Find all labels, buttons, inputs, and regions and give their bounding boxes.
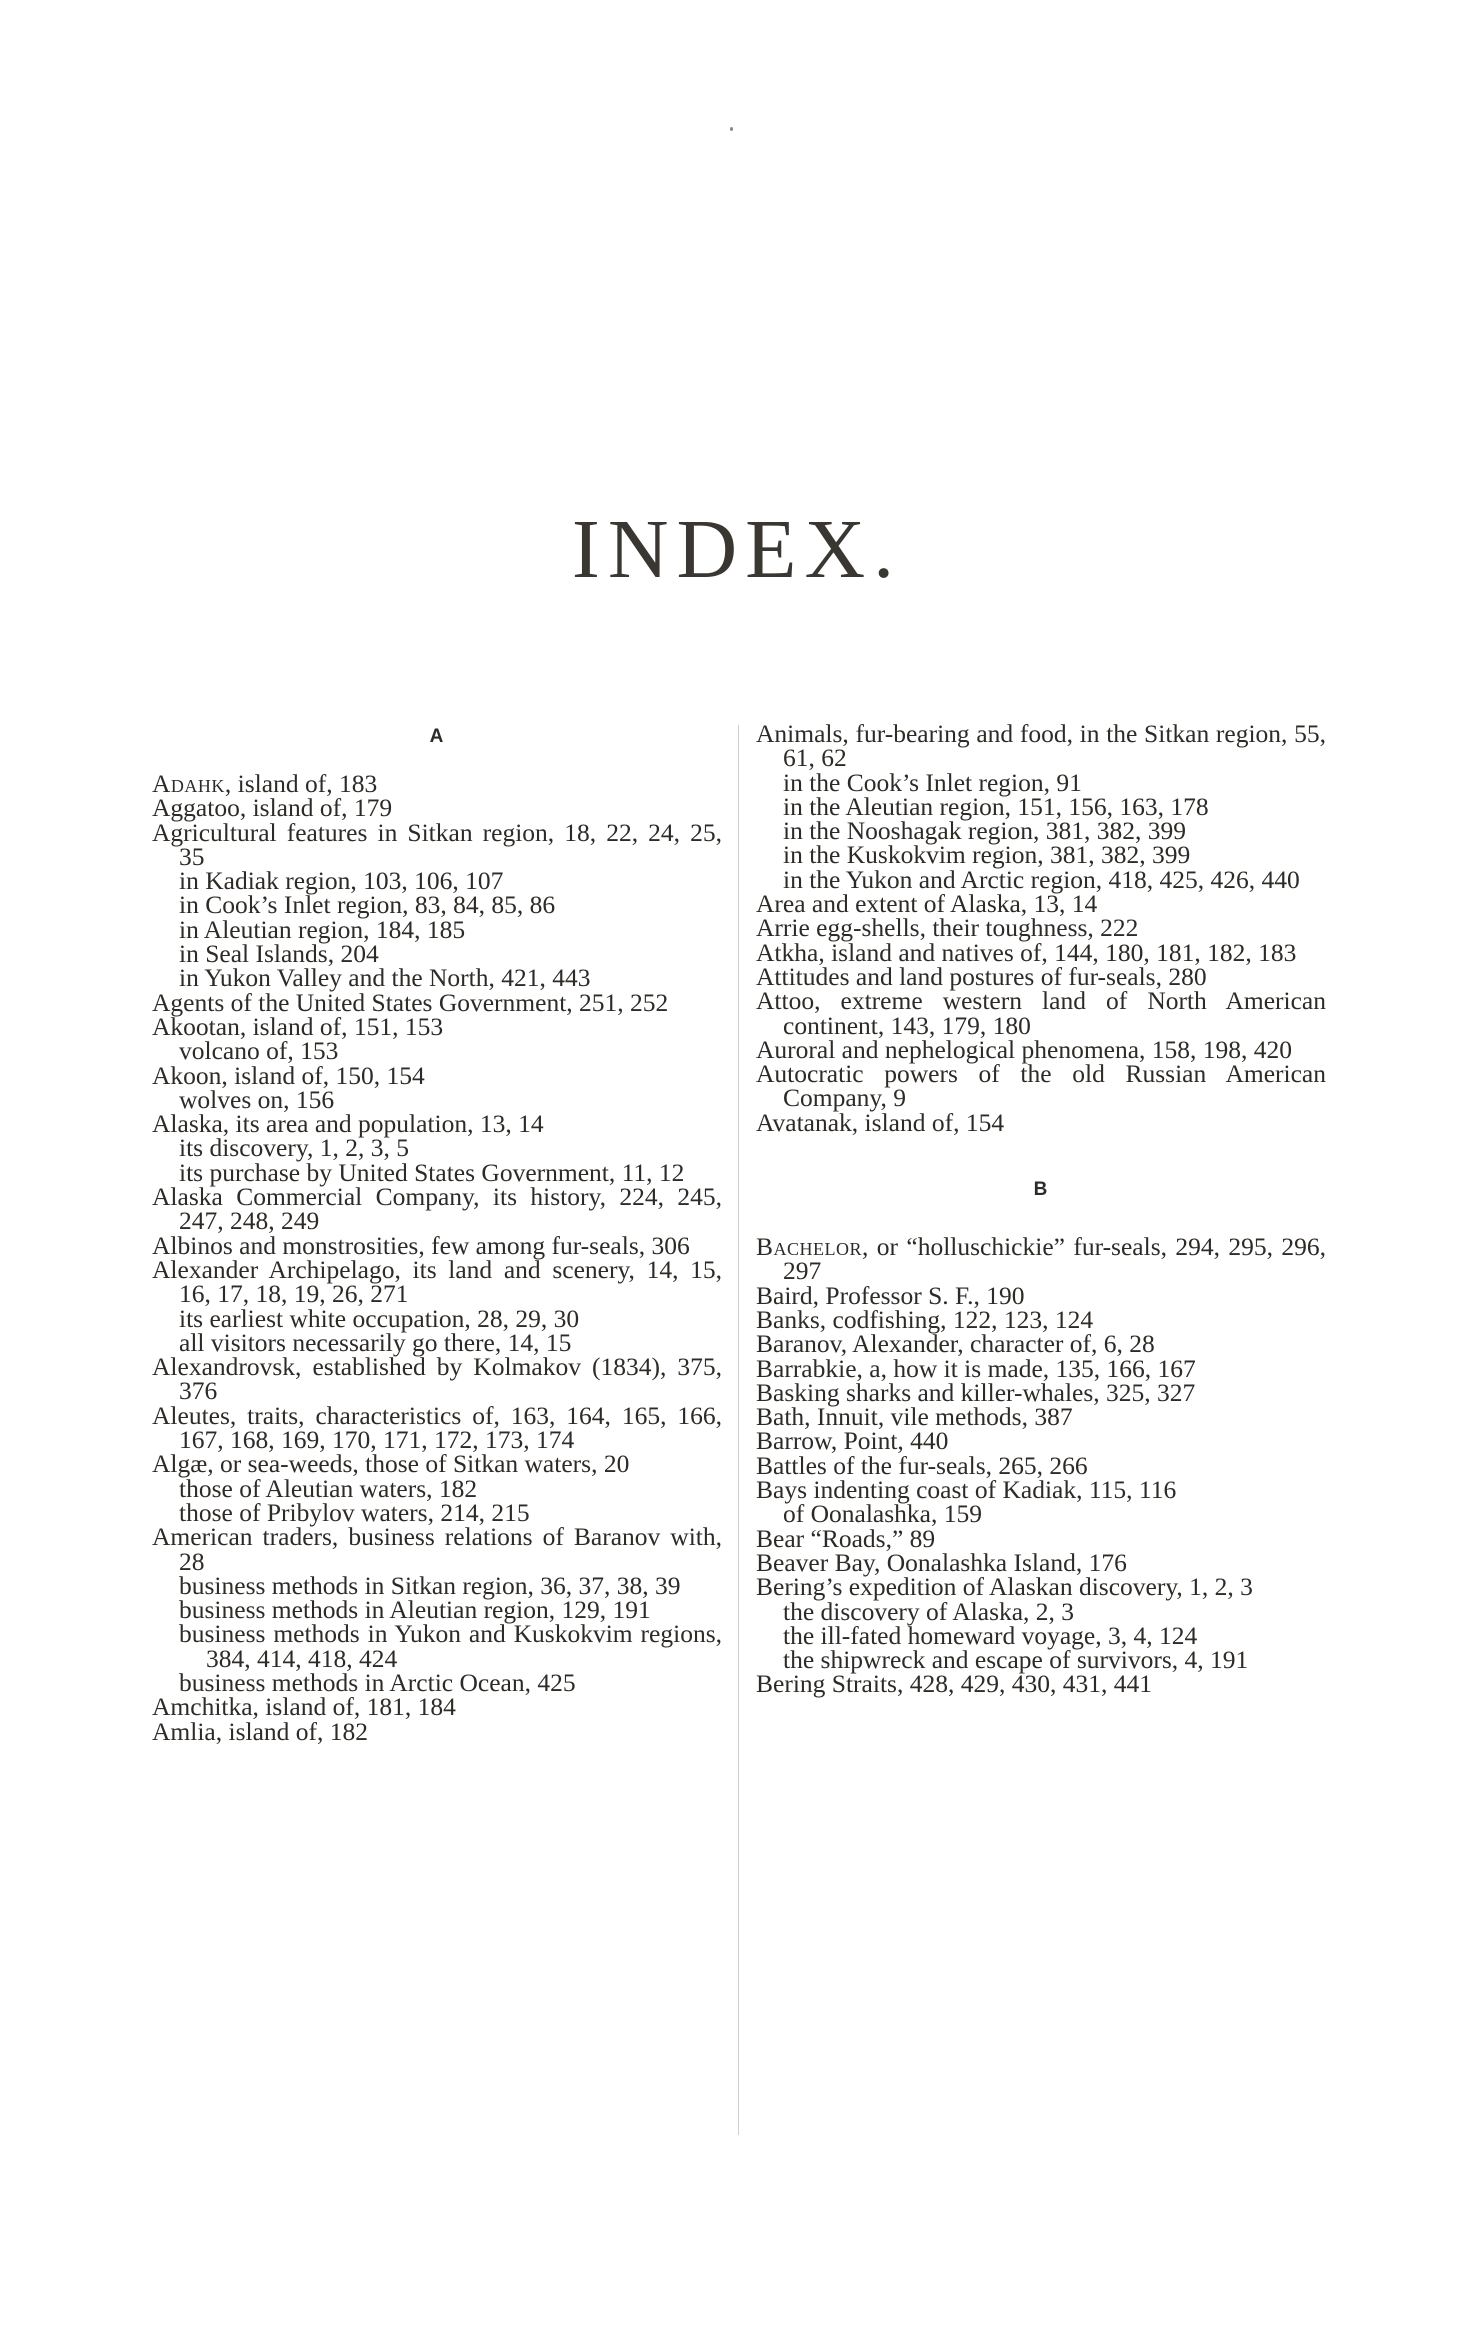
entry-text: Akoon, island of, 150, 154 <box>152 1060 425 1090</box>
entry-text: Amlia, island of, 182 <box>152 1716 369 1746</box>
entry-text: business methods in Aleutian region, 129, 191 <box>179 1595 651 1625</box>
entry-text: Bering Straits, 428, 429, 430, 431, 441 <box>756 1669 1152 1699</box>
entry-text: in the Aleutian region, 151, 156, 163, 178 <box>783 791 1209 821</box>
entry-text: Attoo, extreme western land of North American continent, 143, 179, 180 <box>756 986 1326 1040</box>
entry-text: Banks, codfishing, 122, 123, 124 <box>756 1304 1094 1334</box>
entry-text: American traders, business relations of Baranov with, 28 <box>152 1522 722 1576</box>
entry-text: Baird, Professor S. F., 190 <box>756 1280 1025 1310</box>
entry-text: all visitors necessarily go there, 14, 15 <box>179 1327 572 1357</box>
entry-text: Battles of the fur-seals, 265, 266 <box>756 1450 1088 1480</box>
entry-text: Arrie egg-shells, their toughness, 222 <box>756 913 1139 943</box>
entry-text: in the Kuskokvim region, 381, 382, 399 <box>783 840 1191 870</box>
entry-text: in Aleutian region, 184, 185 <box>179 914 466 944</box>
entry-text: Avatanak, island of, 154 <box>756 1107 1005 1137</box>
entry-text: in the Cook’s Inlet region, 91 <box>783 767 1082 797</box>
index-entry <box>152 817 722 871</box>
index-entry <box>152 1254 722 1309</box>
entry-text: Attitudes and land postures of fur-seals, 280 <box>756 961 1207 991</box>
entry-text: those of Pribylov waters, 214, 215 <box>179 1497 530 1527</box>
index-entry <box>756 1059 1326 1113</box>
index-entry <box>152 1400 722 1455</box>
entry-text: Beaver Bay, Oonalashka Island, 176 <box>756 1547 1127 1577</box>
entry-text: in Kadiak region, 103, 106, 107 <box>179 866 504 896</box>
entry-text: the ill-fated homeward voyage, 3, 4, 124 <box>783 1620 1198 1650</box>
entry-text: volcano of, 153 <box>179 1036 339 1066</box>
entry-list-a <box>152 769 722 1746</box>
entry-text: Alexander Archipelago, its land and scenery, 14, 15, 16, 17, 18, 19, 26, 271 <box>152 1254 722 1309</box>
index-subentry <box>152 1619 722 1673</box>
entry-text: Barrow, Point, 440 <box>756 1426 949 1456</box>
entry-text: Bath, Innuit, vile methods, 387 <box>756 1402 1073 1432</box>
entry-text: its earliest white occupation, 28, 29, 30 <box>179 1303 580 1333</box>
entry-text: Bays indenting coast of Kadiak, 115, 116 <box>756 1475 1177 1505</box>
entry-text: its discovery, 1, 2, 3, 5 <box>179 1133 409 1163</box>
entry-text: wolves on, 156 <box>179 1084 335 1114</box>
ink-speck <box>730 127 733 131</box>
entry-text: in Yukon Valley and the North, 421, 443 <box>179 963 591 993</box>
entry-text: Bear “Roads,” 89 <box>756 1523 936 1553</box>
entry-text: Amchitka, island of, 181, 184 <box>152 1692 456 1722</box>
entry-text: in the Yukon and Arctic region, 418, 425, 426, 440 <box>783 864 1300 894</box>
section-letter-b: B <box>1033 1179 1049 1201</box>
entry-text: Alexandrovsk, established by Kolmakov (1834), 375, 376 <box>152 1352 722 1406</box>
entry-text: of Oonalashka, 159 <box>783 1499 982 1529</box>
index-entry <box>152 1352 722 1406</box>
entry-text: its purchase by United States Government, 11, 12 <box>179 1157 685 1187</box>
index-entry <box>756 719 1326 773</box>
page-title: INDEX. <box>571 503 903 596</box>
entry-text: business methods in Yukon and Kuskokvim regions, 384, 414, 418, 424 <box>179 1619 722 1673</box>
entry-text: the discovery of Alaska, 2, 3 <box>783 1596 1075 1626</box>
column-divider <box>738 725 739 2135</box>
entry-text: Atkha, island and natives of, 144, 180, 181, 182, 183 <box>756 937 1297 967</box>
entry-text: business methods in Sitkan region, 36, 37, 38, 39 <box>179 1570 681 1600</box>
entry-text: the shipwreck and escape of survivors, 4, 191 <box>783 1645 1249 1675</box>
right-column <box>756 719 1326 1699</box>
entry-text: Auroral and nephelogical phenomena, 158, 198, 420 <box>756 1034 1293 1064</box>
index-entry <box>756 1232 1326 1286</box>
entry-text: , island of, 183 <box>224 769 378 798</box>
entry-text: Aggatoo, island of, 179 <box>152 793 393 823</box>
entry-text: Barrabkie, a, how it is made, 135, 166, 167 <box>756 1353 1196 1383</box>
entry-text: Autocratic powers of the old Russian American Company, 9 <box>756 1059 1326 1113</box>
index-entry <box>756 1107 1326 1137</box>
section-letter-a: A <box>429 726 445 747</box>
entry-lead-word: Adahk <box>152 769 225 798</box>
entry-text: in the Nooshagak region, 381, 382, 399 <box>783 816 1186 846</box>
entry-text: Area and extent of Alaska, 13, 14 <box>756 889 1098 919</box>
entry-list-a-continued <box>756 719 1326 1137</box>
entry-text: Baranov, Alexander, character of, 6, 28 <box>756 1329 1155 1359</box>
entry-list-b <box>756 1232 1326 1699</box>
entry-text: in Seal Islands, 204 <box>179 939 379 969</box>
entry-text: Aleutes, traits, characteristics of, 163, 164, 165, 166, 167, 168, 169, 170, 171, 172, 173, 174 <box>152 1400 722 1455</box>
entry-text: business methods in Arctic Ocean, 425 <box>179 1667 576 1697</box>
entry-text: Alaska, its area and population, 13, 14 <box>152 1109 544 1139</box>
entry-text: Albinos and monstrosities, few among fur-seals, 306 <box>152 1230 690 1260</box>
entry-text: Agents of the United States Government, 251, 252 <box>152 987 669 1017</box>
entry-text: Akootan, island of, 151, 153 <box>152 1011 444 1041</box>
entry-text: Bering’s expedition of Alaskan discovery, 1, 2, 3 <box>756 1572 1253 1602</box>
entry-text: those of Aleutian waters, 182 <box>179 1473 478 1503</box>
index-entry <box>756 986 1326 1040</box>
entry-text: Algæ, or sea-weeds, those of Sitkan waters, 20 <box>152 1449 630 1479</box>
index-entry <box>152 1182 722 1236</box>
entry-text: Animals, fur-bearing and food, in the Sitkan region, 55, 61, 62 <box>756 719 1326 773</box>
entry-text: in Cook’s Inlet region, 83, 84, 85, 86 <box>179 890 556 920</box>
entry-text: Agricultural features in Sitkan region, 18, 22, 24, 25, 35 <box>152 817 722 871</box>
index-entry <box>756 1669 1326 1699</box>
index-entry <box>152 1522 722 1576</box>
entry-text: Basking sharks and killer-whales, 325, 327 <box>756 1377 1196 1407</box>
index-entry <box>152 1716 722 1746</box>
entry-text: Alaska Commercial Company, its history, 224, 245, 247, 248, 249 <box>152 1182 722 1236</box>
left-column <box>152 722 722 1744</box>
entry-lead-word: Bachelor <box>756 1232 863 1262</box>
entry-text: , or “holluschickie” fur-seals, 294, 295, 296, 297 <box>783 1232 1326 1286</box>
